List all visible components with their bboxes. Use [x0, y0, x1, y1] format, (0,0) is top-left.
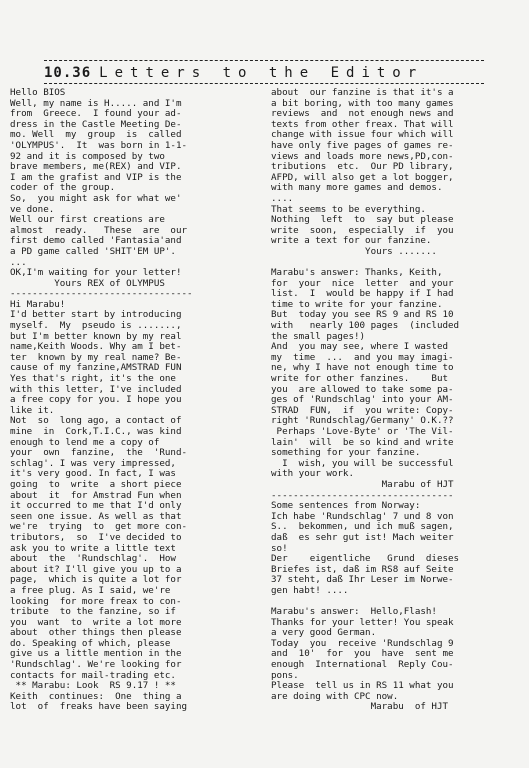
text-line: a bit boring, with too many games	[271, 97, 454, 109]
text-line: Yes that's right, it's the one	[10, 373, 176, 385]
text-line: almost ready. These are our	[10, 224, 188, 236]
text-line: Marabu's answer: Thanks, Keith,	[271, 267, 443, 279]
text-line: something for your fanzine.	[271, 447, 421, 459]
text-line: tributions etc. Our PD library,	[271, 161, 454, 173]
text-line: about it? I'll give you up to a	[10, 563, 182, 575]
text-line: are doing with CPC now.	[271, 690, 399, 702]
text-line: That seems to be everything.	[271, 203, 426, 215]
text-line: And you may see, where I wasted	[271, 341, 449, 353]
text-line: with many more games and demos.	[271, 182, 443, 194]
text-line: I'd better start by introducing	[10, 309, 182, 321]
text-line: mo. Well my group is called	[10, 129, 182, 141]
text-line: Yours .......	[271, 245, 437, 257]
text-line: Hi Marabu!	[10, 298, 66, 310]
text-line: Der eigentliche Grund dieses	[271, 553, 460, 565]
text-line: schlag'. I was very impressed,	[10, 457, 176, 469]
text-line: write for other fanzines. But	[271, 373, 449, 385]
text-line: like it.	[10, 404, 55, 416]
text-line: a free copy for you. I hope you	[10, 394, 182, 406]
text-line: STRAD FUN, if you write: Copy-	[271, 404, 454, 416]
text-line: Well, my name is H..... and I'm	[10, 97, 182, 109]
text-line: So, you might ask for what we'	[10, 192, 182, 204]
text-line: going to write a short piece	[10, 478, 182, 490]
text-line: But today you see RS 9 and RS 10	[271, 309, 454, 321]
text-line: first demo called 'Fantasia'and	[10, 235, 182, 247]
text-line: a PD game called 'SHIT'EM UP'.	[10, 245, 176, 257]
text-line: Briefes ist, daß im RS8 auf Seite	[271, 563, 454, 575]
text-line: change with issue four which will	[271, 129, 454, 141]
text-line: write a text for our fanzine.	[271, 235, 432, 247]
text-line: page, which is quite a lot for	[10, 574, 182, 586]
left-column	[10, 88, 235, 713]
text-line: and 10' for you have sent me	[271, 648, 454, 660]
text-line: ....	[271, 192, 294, 204]
text-line: have only five pages of games re-	[271, 139, 454, 151]
text-line: I wish, you will be successful	[271, 457, 454, 469]
text-line: list. I would be happy if I had	[271, 288, 454, 300]
text-line: Thanks for your letter! You speak	[271, 616, 454, 628]
section-number: 10.36	[44, 65, 92, 81]
text-line: ---------------------------------	[271, 489, 454, 501]
section-heading	[44, 64, 484, 82]
text-line: contacts for mail-trading etc.	[10, 669, 176, 681]
text-line: it's very good. In fact, I was	[10, 468, 176, 480]
text-line: 92 and it is composed by two	[10, 150, 165, 162]
text-line: the small pages!)	[271, 330, 366, 342]
text-line: Marabu of HJT	[271, 701, 449, 713]
text-line: Nothing left to say but please	[271, 214, 454, 226]
text-line: name,Keith Woods. Why am I bet-	[10, 341, 182, 353]
text-line: do. Speaking of which, please	[10, 637, 171, 649]
text-line: texts from other freax. That will	[271, 118, 454, 130]
text-line: for your nice letter and your	[271, 277, 454, 289]
header-rule-bottom	[44, 83, 484, 84]
text-line: lot of freaks have been saying	[10, 701, 188, 713]
text-line: from Greece. I found your ad-	[10, 108, 182, 120]
text-line: so!	[271, 542, 288, 554]
text-line: right 'Rundschlag/Germany' O.K.??	[271, 415, 454, 427]
text-line: Please tell us in RS 11 what you	[271, 680, 454, 692]
text-line: daß es sehr gut ist! Mach weiter	[271, 531, 454, 543]
text-line: I am the grafist and VIP is the	[10, 171, 182, 183]
text-line: OK,I'm waiting for your letter!	[10, 267, 182, 279]
text-line: reviews and not enough news and	[271, 108, 454, 120]
text-line: Some sentences from Norway:	[271, 500, 421, 512]
text-line: ---------------------------------	[10, 288, 193, 300]
text-line: about other things then please	[10, 627, 182, 639]
text-line: cause of my fanzine,AMSTRAD FUN	[10, 362, 182, 374]
text-line: but I'm better known by my real	[10, 330, 182, 342]
text-line: Hello BIOS	[10, 88, 66, 98]
text-line: ter known by my real name? Be-	[10, 351, 182, 363]
section-title: Letters to the Editor	[99, 65, 424, 81]
text-line: time to write for your fanzine.	[271, 298, 443, 310]
text-line: you want to write a lot more	[10, 616, 182, 628]
text-line: S.. bekommen, und ich muß sagen,	[271, 521, 454, 533]
text-line: we're trying to get more con-	[10, 521, 188, 533]
text-line: ve done.	[10, 203, 55, 215]
text-line: enough to lend me a copy of	[10, 436, 160, 448]
text-line: with your work.	[271, 468, 354, 480]
text-line: Today you receive 'Rundschlag 9	[271, 637, 454, 649]
text-line: about it for Amstrad Fun when	[10, 489, 182, 501]
text-line: lain' will be so kind and write	[271, 436, 454, 448]
text-line: a very good German.	[271, 627, 377, 639]
text-line: AFPD, will also get a lot bogger,	[271, 171, 454, 183]
header-rule-top	[44, 60, 484, 61]
text-line: 37 steht, daß Ihr Leser im Norwe-	[271, 574, 454, 586]
text-line: Yours REX of OLYMPUS	[10, 277, 165, 289]
text-line: tribute to the fanzine, so if	[10, 606, 176, 618]
text-line: Marabu's answer: Hello,Flash!	[271, 606, 437, 618]
text-line: enough International Reply Cou-	[271, 659, 454, 671]
text-line: Perhaps 'Love-Byte' or 'The Vil-	[271, 426, 454, 437]
text-line: ** Marabu: Look RS 9.17 ! **	[10, 680, 176, 692]
text-line: 'Rundschlag'. We're looking for	[10, 659, 182, 671]
text-line: gen habt! ....	[271, 584, 349, 596]
text-line: a free plug. As I said, we're	[10, 584, 171, 596]
text-line: pons.	[271, 669, 299, 681]
text-line: 'OLYMPUS'. It was born in 1-1-	[10, 139, 188, 151]
text-line: ges of 'Rundschlag' into your AM-	[271, 394, 454, 406]
text-line: coder of the group.	[10, 182, 116, 194]
text-line: tributors, so I've decided to	[10, 531, 182, 543]
text-line: about our fanzine is that it's a	[271, 88, 454, 98]
text-line: views and loads more news,PD,con-	[271, 150, 454, 162]
text-line: give us a little mention in the	[10, 648, 182, 660]
text-line: ask you to write a little text	[10, 542, 176, 554]
text-line: ...	[10, 256, 27, 268]
text-line: write soon, especially if you	[271, 224, 454, 236]
right-column	[271, 88, 496, 713]
text-line: with nearly 100 pages (included	[271, 320, 460, 332]
text-line: Not so long ago, a contact of	[10, 415, 182, 427]
text-line: with this letter, I've included	[10, 383, 182, 395]
text-line: myself. My pseudo is .......,	[10, 320, 182, 332]
text-line: Ich habe 'Rundschlag' 7 und 8 von	[271, 510, 454, 522]
text-line: looking for more freax to con-	[10, 595, 182, 607]
text-line: Marabu of HJT	[271, 478, 454, 490]
text-line: it occurred to me that I'd only	[10, 500, 182, 512]
text-line: dress in the Castle Meeting De-	[10, 118, 182, 130]
text-line: ne, why I have not enough time to	[271, 362, 454, 374]
text-line: mine in Cork,T.I.C., was kind	[10, 426, 182, 437]
text-line: your own fanzine, the 'Rund-	[10, 447, 188, 459]
text-line: seen one issue. As well as that	[10, 510, 182, 522]
text-line: you are allowed to take some pa-	[271, 383, 454, 395]
text-line: my time ... and you may imagi-	[271, 351, 454, 363]
text-line: about the 'Rundschlag'. How	[10, 553, 176, 565]
text-line: Keith continues: One thing a	[10, 690, 182, 702]
text-line: brave members, me(REX) and VIP.	[10, 161, 182, 173]
text-line: Well our first creations are	[10, 214, 165, 226]
